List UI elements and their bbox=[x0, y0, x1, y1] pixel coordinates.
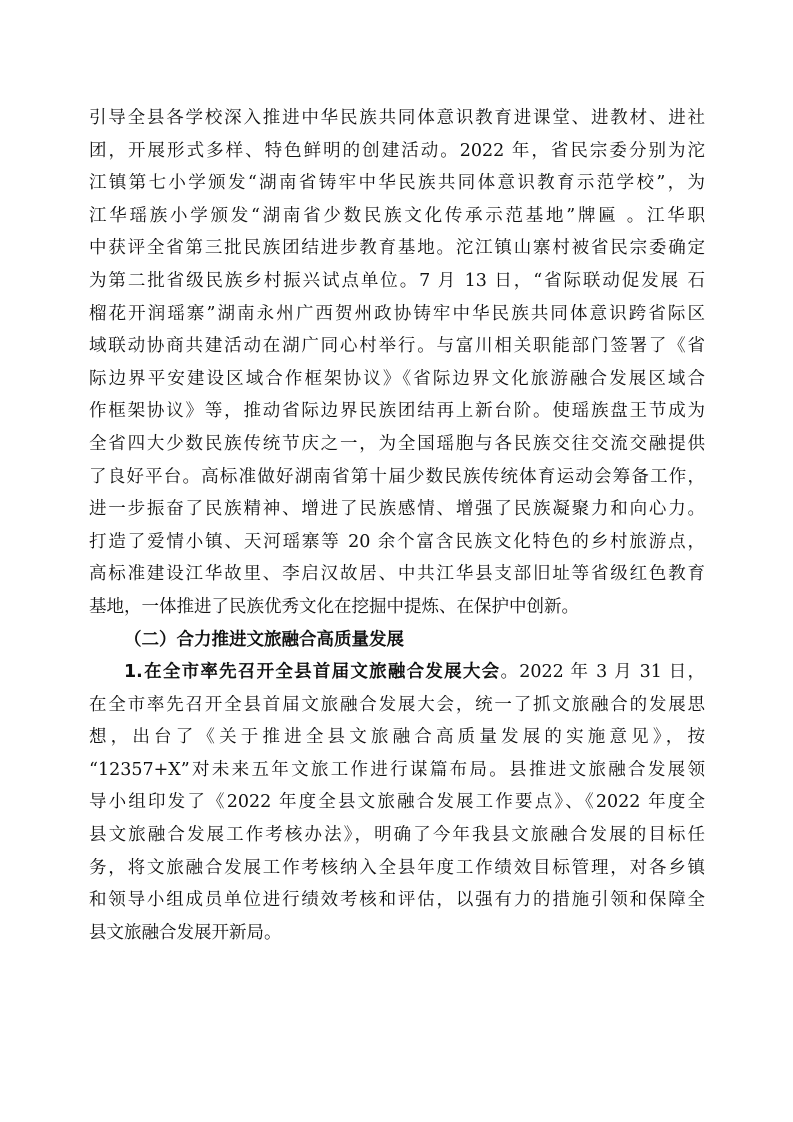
paragraph-line: 县文旅融合发展开新局。 bbox=[89, 922, 282, 943]
paragraph-line: 际边界平安建设区域合作框架协议》《省际边界文化旅游融合发展区域合 bbox=[89, 368, 705, 389]
paragraph-line: 想，出台了《关于推进全县文旅融合高质量发展的实施意见》，按 bbox=[89, 727, 705, 748]
paragraph-line: 江华瑶族小学颁发“湖南省少数民族文化传承示范基地”牌匾 。江华职 bbox=[89, 205, 705, 226]
paragraph-line: 引导全县各学校深入推进中华民族共同体意识教育进课堂、进教材、进社 bbox=[89, 108, 705, 128]
sub-heading-rest: 。2022 年 3 月 31 日， bbox=[500, 662, 705, 683]
paragraph-line: 江镇第七小学颁发“湖南省铸牢中华民族共同体意识教育示范学校”，为 bbox=[89, 173, 705, 194]
paragraph-line: 了良好平台。高标准做好湖南省第十届少数民族传统体育运动会筹备工作， bbox=[89, 466, 705, 487]
paragraph-ethnic-unity bbox=[89, 102, 705, 624]
paragraph-line: 为第二批省级民族乡村振兴试点单位。7 月 13 日，“省际联动促发展 石 bbox=[89, 270, 705, 291]
paragraph-line: 中获评全省第三批民族团结进步教育基地。沱江镇山寨村被省民宗委确定 bbox=[89, 238, 705, 259]
document-page bbox=[89, 102, 705, 949]
paragraph-line: 全省四大少数民族传统节庆之一，为全国瑶胞与各民族交往交流交融提供 bbox=[89, 433, 705, 454]
section-heading: （二）合力推进文旅融合高质量发展 bbox=[124, 629, 404, 650]
paragraph-line: 作框架协议》等，推动省际边界民族团结再上新台阶。使瑶族盘王节成为 bbox=[89, 401, 705, 422]
paragraph-line: 基地，一体推进了民族优秀文化在挖掘中提炼、在保护中创新。 bbox=[89, 596, 579, 617]
paragraph-culture-tourism bbox=[89, 656, 705, 949]
paragraph-line: 进一步振奋了民族精神、增进了民族感情、增强了民族凝聚力和向心力。 bbox=[89, 499, 705, 520]
paragraph-line: 导小组印发了《2022 年度全县文旅融合发展工作要点》、《2022 年度全 bbox=[89, 792, 705, 813]
sub-heading: 1.在全市率先召开全县首届文旅融合发展大会 bbox=[124, 662, 501, 683]
paragraph-line: 务，将文旅融合发展工作考核纳入全县年度工作绩效目标管理，对各乡镇 bbox=[89, 857, 705, 878]
paragraph-line: 和领导小组成员单位进行绩效考核和评估，以强有力的措施引领和保障全 bbox=[89, 890, 705, 911]
paragraph-first-line bbox=[89, 656, 705, 689]
paragraph-line: 打造了爱情小镇、天河瑶寨等 20 余个富含民族文化特色的乡村旅游点， bbox=[89, 531, 705, 552]
paragraph-line: 榴花开润瑶寨”湖南永州广西贺州政协铸牢中华民族共同体意识跨省际区 bbox=[89, 303, 705, 324]
paragraph-line: 团，开展形式多样、特色鲜明的创建活动。2022 年，省民宗委分别为沱 bbox=[89, 140, 705, 161]
paragraph-line: 在全市率先召开全县首届文旅融合发展大会，统一了抓文旅融合的发展思 bbox=[89, 694, 705, 715]
paragraph-line: “12357+X”对未来五年文旅工作进行谋篇布局。县推进文旅融合发展领 bbox=[89, 759, 705, 780]
paragraph-line: 高标准建设江华故里、李启汉故居、中共江华县支部旧址等省级红色教育 bbox=[89, 564, 705, 585]
paragraph-line: 域联动协商共建活动在湖广同心村举行。与富川相关职能部门签署了《省 bbox=[89, 336, 705, 357]
paragraph-line: 县文旅融合发展工作考核办法》，明确了今年我县文旅融合发展的目标任 bbox=[89, 825, 705, 846]
